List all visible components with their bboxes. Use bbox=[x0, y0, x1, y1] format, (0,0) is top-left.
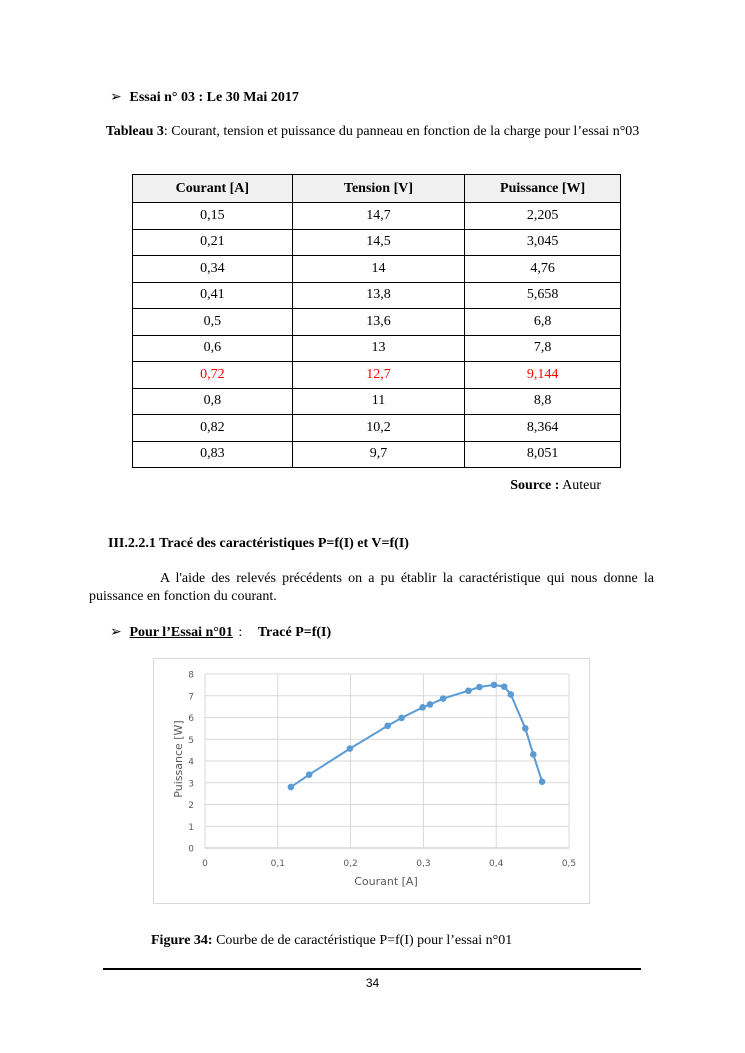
cell-courant: 0,82 bbox=[133, 415, 293, 442]
table-caption-text: : Courant, tension et puissance du panneau en fonction de la charge pour l’essai n°03 bbox=[163, 124, 640, 139]
figure-caption bbox=[151, 933, 512, 949]
section-heading: III.2.2.1 Tracé des caractéristiques P=f(I) et V=f(I) bbox=[108, 536, 409, 551]
cell-courant: 0,41 bbox=[133, 282, 293, 309]
cell-tension: 11 bbox=[292, 388, 465, 415]
cell-tension: 13,8 bbox=[292, 282, 465, 309]
x-tick-label: 0,1 bbox=[270, 859, 285, 869]
table-row bbox=[133, 309, 621, 336]
table-row bbox=[133, 388, 621, 415]
cell-puissance: 5,658 bbox=[465, 282, 621, 309]
table-row bbox=[133, 229, 621, 256]
y-tick-label: 6 bbox=[188, 714, 194, 724]
data-table bbox=[132, 174, 621, 468]
x-tick-label: 0,4 bbox=[489, 859, 504, 869]
table-row bbox=[133, 282, 621, 309]
cell-courant: 0,34 bbox=[133, 256, 293, 283]
x-tick-label: 0 bbox=[202, 859, 208, 869]
table-row bbox=[133, 362, 621, 389]
cell-courant: 0,72 bbox=[133, 362, 293, 389]
data-point bbox=[398, 715, 405, 722]
cell-puissance: 9,144 bbox=[465, 362, 621, 389]
data-point bbox=[522, 725, 529, 732]
cell-tension: 13 bbox=[292, 335, 465, 362]
essai01-heading bbox=[110, 624, 331, 641]
x-axis-label: Courant [A] bbox=[354, 875, 418, 888]
cell-puissance: 8,051 bbox=[465, 441, 621, 468]
data-point bbox=[539, 778, 546, 785]
page-number: 34 bbox=[365, 976, 380, 990]
cell-puissance: 4,76 bbox=[465, 256, 621, 283]
table-row bbox=[133, 415, 621, 442]
data-point bbox=[384, 722, 391, 729]
figure-caption-text: Courbe de de caractéristique P=f(I) pour l’essai n°01 bbox=[216, 933, 513, 948]
table-row bbox=[133, 203, 621, 230]
y-tick-label: 7 bbox=[188, 692, 194, 703]
x-tick-label: 0,5 bbox=[561, 859, 577, 869]
series-points bbox=[288, 682, 546, 791]
data-point bbox=[427, 701, 434, 708]
data-point bbox=[419, 704, 426, 711]
header-puissance: Puissance [W] bbox=[465, 175, 621, 203]
data-point bbox=[501, 683, 508, 690]
header-courant: Courant [A] bbox=[133, 175, 293, 203]
header-tension: Tension [V] bbox=[292, 175, 465, 203]
data-point bbox=[530, 751, 537, 758]
y-tick-label: 3 bbox=[188, 779, 194, 790]
table-row bbox=[133, 256, 621, 283]
cell-puissance: 7,8 bbox=[465, 335, 621, 362]
cell-tension: 14,7 bbox=[292, 203, 465, 230]
chart-container bbox=[153, 658, 590, 904]
data-point bbox=[306, 771, 313, 778]
cell-tension: 14,5 bbox=[292, 229, 465, 256]
y-tick-label: 4 bbox=[188, 757, 194, 768]
y-tick-label: 0 bbox=[188, 844, 194, 855]
cell-courant: 0,6 bbox=[133, 335, 293, 362]
footer-rule bbox=[103, 968, 641, 970]
essai03-heading bbox=[110, 89, 299, 106]
cell-courant: 0,8 bbox=[133, 388, 293, 415]
arrow-bullet-icon: ➢ bbox=[110, 625, 122, 640]
cell-tension: 12,7 bbox=[292, 362, 465, 389]
series-line bbox=[291, 685, 542, 787]
cell-puissance: 6,8 bbox=[465, 309, 621, 336]
chart-grid bbox=[205, 674, 569, 848]
figure-caption-label: Figure 34: bbox=[151, 933, 213, 948]
cell-tension: 13,6 bbox=[292, 309, 465, 336]
x-tick-labels bbox=[202, 859, 576, 869]
x-tick-label: 0,2 bbox=[343, 859, 358, 869]
body-paragraph: A l'aide des relevés précédents on a pu établir la caractéristique qui nous donne la puissance en fonction du courant. bbox=[89, 571, 654, 604]
y-axis-label: Puissance [W] bbox=[172, 720, 185, 798]
y-tick-label: 2 bbox=[188, 801, 194, 811]
cell-puissance: 2,205 bbox=[465, 203, 621, 230]
table-row bbox=[133, 335, 621, 362]
source-value: Auteur bbox=[562, 478, 601, 493]
y-tick-label: 1 bbox=[188, 822, 194, 833]
source-label: Source : bbox=[510, 478, 560, 493]
essai01-label: Pour l’Essai n°01 bbox=[129, 625, 233, 640]
table-caption bbox=[95, 123, 650, 140]
cell-puissance: 3,045 bbox=[465, 229, 621, 256]
cell-courant: 0,15 bbox=[133, 203, 293, 230]
cell-puissance: 8,8 bbox=[465, 388, 621, 415]
data-point bbox=[507, 691, 514, 698]
cell-courant: 0,83 bbox=[133, 441, 293, 468]
essai03-title: Essai n° 03 : Le 30 Mai 2017 bbox=[129, 90, 299, 105]
essai01-title: Tracé P=f(I) bbox=[257, 625, 332, 640]
table-row bbox=[133, 441, 621, 468]
cell-tension: 10,2 bbox=[292, 415, 465, 442]
data-point bbox=[288, 784, 295, 791]
arrow-bullet-icon: ➢ bbox=[110, 90, 122, 105]
data-point bbox=[440, 695, 447, 702]
data-point bbox=[465, 687, 472, 694]
y-tick-labels bbox=[188, 671, 194, 855]
data-point bbox=[491, 682, 498, 689]
cell-courant: 0,5 bbox=[133, 309, 293, 336]
table-source bbox=[420, 477, 601, 495]
data-point bbox=[476, 684, 483, 691]
y-tick-label: 8 bbox=[188, 670, 194, 681]
cell-courant: 0,21 bbox=[133, 229, 293, 256]
y-tick-label: 5 bbox=[188, 735, 194, 746]
cell-tension: 9,7 bbox=[292, 441, 465, 468]
data-point bbox=[347, 745, 354, 752]
table-caption-label: Tableau 3 bbox=[105, 124, 164, 139]
table-header-row bbox=[133, 175, 621, 203]
power-current-chart bbox=[154, 659, 589, 903]
x-tick-label: 0,3 bbox=[416, 859, 431, 869]
cell-puissance: 8,364 bbox=[465, 415, 621, 442]
cell-tension: 14 bbox=[292, 256, 465, 283]
essai01-colon: : bbox=[238, 625, 243, 640]
